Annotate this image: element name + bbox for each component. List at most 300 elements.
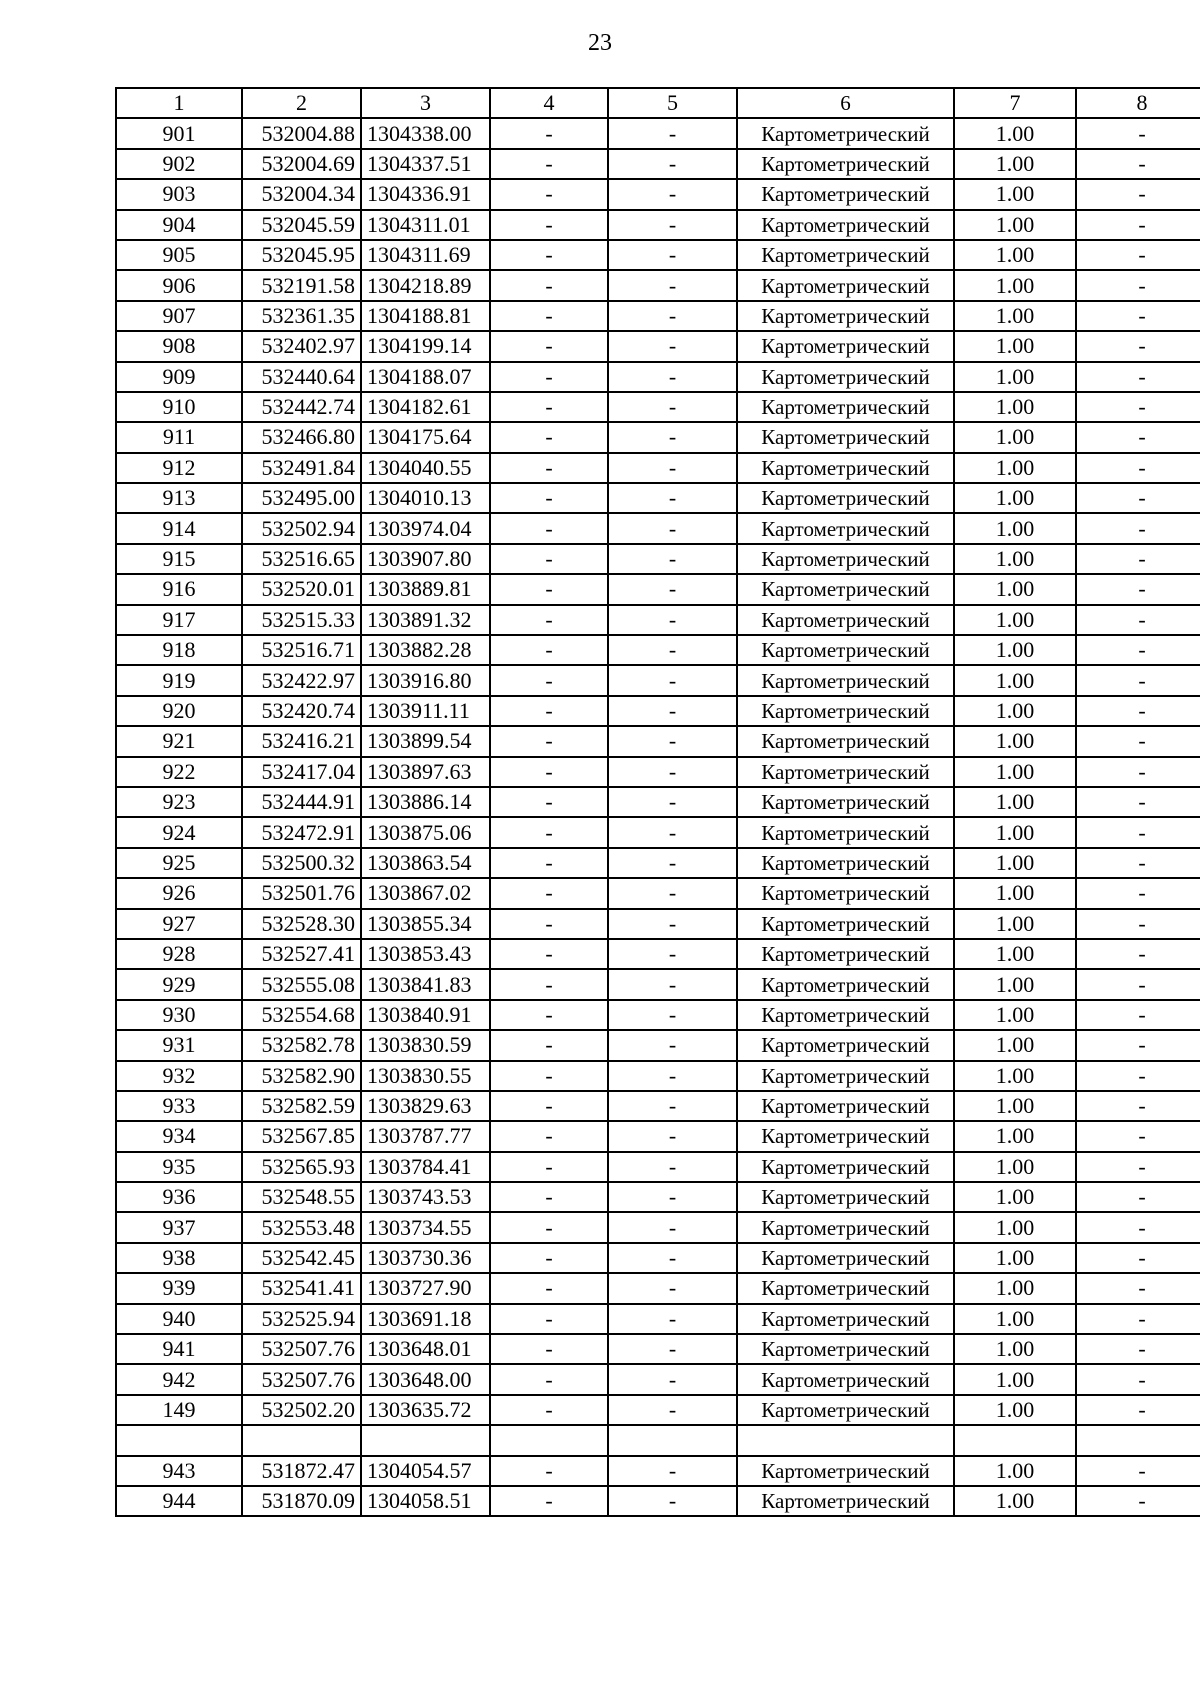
table-row	[116, 665, 1200, 695]
accuracy-cell: 1.00	[954, 1030, 1076, 1060]
method-cell: Картометрический	[737, 1212, 954, 1242]
column-8-cell: -	[1076, 1273, 1200, 1303]
x-coordinate-cell: 532422.97	[242, 665, 361, 695]
column-5-cell: -	[608, 1243, 737, 1273]
y-coordinate-cell: 1303784.41	[361, 1152, 490, 1182]
method-cell: Картометрический	[737, 544, 954, 574]
y-coordinate-cell: 1304199.14	[361, 331, 490, 361]
method-cell: Картометрический	[737, 757, 954, 787]
table-header-row	[116, 88, 1200, 118]
method-cell	[737, 1425, 954, 1455]
y-coordinate-cell: 1303974.04	[361, 513, 490, 543]
accuracy-cell: 1.00	[954, 878, 1076, 908]
table-row	[116, 1030, 1200, 1060]
table-row	[116, 544, 1200, 574]
x-coordinate-cell: 532554.68	[242, 1000, 361, 1030]
x-coordinate-cell: 532361.35	[242, 301, 361, 331]
accuracy-cell: 1.00	[954, 696, 1076, 726]
column-8-cell: -	[1076, 1182, 1200, 1212]
column-5-cell: -	[608, 817, 737, 847]
column-8-cell: -	[1076, 1243, 1200, 1273]
method-cell: Картометрический	[737, 787, 954, 817]
column-4-cell: -	[490, 1182, 608, 1212]
y-coordinate-cell: 1303648.01	[361, 1334, 490, 1364]
point-number-cell: 901	[116, 118, 242, 148]
x-coordinate-cell: 532500.32	[242, 848, 361, 878]
column-4-cell: -	[490, 1334, 608, 1364]
x-coordinate-cell: 532004.88	[242, 118, 361, 148]
column-4-cell: -	[490, 1243, 608, 1273]
x-coordinate-cell: 532582.59	[242, 1091, 361, 1121]
column-4-cell: -	[490, 1091, 608, 1121]
accuracy-cell: 1.00	[954, 392, 1076, 422]
y-coordinate-cell: 1303899.54	[361, 726, 490, 756]
column-5-cell: -	[608, 878, 737, 908]
point-number-cell: 923	[116, 787, 242, 817]
table-row	[116, 1182, 1200, 1212]
accuracy-cell: 1.00	[954, 909, 1076, 939]
y-coordinate-cell: 1303867.02	[361, 878, 490, 908]
y-coordinate-cell: 1304054.57	[361, 1456, 490, 1486]
column-8-cell: -	[1076, 1152, 1200, 1182]
column-header: 8	[1076, 88, 1200, 118]
point-number-cell: 915	[116, 544, 242, 574]
column-4-cell: -	[490, 331, 608, 361]
accuracy-cell: 1.00	[954, 1486, 1076, 1516]
point-number-cell: 928	[116, 939, 242, 969]
y-coordinate-cell: 1304040.55	[361, 453, 490, 483]
y-coordinate-cell: 1304337.51	[361, 149, 490, 179]
column-4-cell: -	[490, 878, 608, 908]
point-number-cell: 926	[116, 878, 242, 908]
x-coordinate-cell: 532553.48	[242, 1212, 361, 1242]
column-8-cell: -	[1076, 848, 1200, 878]
method-cell: Картометрический	[737, 1061, 954, 1091]
column-4-cell: -	[490, 240, 608, 270]
column-4-cell: -	[490, 513, 608, 543]
column-5-cell: -	[608, 757, 737, 787]
table-row	[116, 726, 1200, 756]
column-8-cell: -	[1076, 118, 1200, 148]
column-8-cell: -	[1076, 1456, 1200, 1486]
column-8-cell: -	[1076, 149, 1200, 179]
column-4-cell: -	[490, 118, 608, 148]
accuracy-cell: 1.00	[954, 1456, 1076, 1486]
table-row	[116, 1456, 1200, 1486]
y-coordinate-cell: 1303863.54	[361, 848, 490, 878]
point-number-cell: 931	[116, 1030, 242, 1060]
column-5-cell: -	[608, 1061, 737, 1091]
point-number-cell	[116, 1425, 242, 1455]
column-5-cell: -	[608, 240, 737, 270]
method-cell: Картометрический	[737, 270, 954, 300]
column-4-cell: -	[490, 909, 608, 939]
accuracy-cell: 1.00	[954, 1000, 1076, 1030]
x-coordinate-cell: 532542.45	[242, 1243, 361, 1273]
method-cell: Картометрический	[737, 817, 954, 847]
point-number-cell: 927	[116, 909, 242, 939]
column-4-cell: -	[490, 483, 608, 513]
column-5-cell: -	[608, 331, 737, 361]
point-number-cell: 902	[116, 149, 242, 179]
x-coordinate-cell: 532466.80	[242, 422, 361, 452]
column-4-cell: -	[490, 1030, 608, 1060]
method-cell: Картометрический	[737, 635, 954, 665]
column-4-cell: -	[490, 149, 608, 179]
y-coordinate-cell: 1304311.01	[361, 210, 490, 240]
column-8-cell: -	[1076, 301, 1200, 331]
method-cell: Картометрический	[737, 513, 954, 543]
accuracy-cell: 1.00	[954, 544, 1076, 574]
point-number-cell: 921	[116, 726, 242, 756]
method-cell: Картометрический	[737, 1243, 954, 1273]
point-number-cell: 937	[116, 1212, 242, 1242]
method-cell: Картометрический	[737, 149, 954, 179]
y-coordinate-cell: 1303840.91	[361, 1000, 490, 1030]
accuracy-cell: 1.00	[954, 1212, 1076, 1242]
column-4-cell: -	[490, 1456, 608, 1486]
table-row	[116, 149, 1200, 179]
y-coordinate-cell	[361, 1425, 490, 1455]
table-row	[116, 696, 1200, 726]
column-8-cell: -	[1076, 878, 1200, 908]
column-8-cell: -	[1076, 210, 1200, 240]
column-8-cell: -	[1076, 1061, 1200, 1091]
column-4-cell: -	[490, 1000, 608, 1030]
point-number-cell: 942	[116, 1364, 242, 1394]
method-cell: Картометрический	[737, 1030, 954, 1060]
column-8-cell: -	[1076, 909, 1200, 939]
method-cell: Картометрический	[737, 392, 954, 422]
column-8-cell: -	[1076, 605, 1200, 635]
y-coordinate-cell: 1303891.32	[361, 605, 490, 635]
point-number-cell: 909	[116, 362, 242, 392]
accuracy-cell: 1.00	[954, 574, 1076, 604]
column-4-cell: -	[490, 422, 608, 452]
x-coordinate-cell: 532567.85	[242, 1121, 361, 1151]
column-5-cell: -	[608, 118, 737, 148]
y-coordinate-cell: 1303886.14	[361, 787, 490, 817]
y-coordinate-cell: 1303829.63	[361, 1091, 490, 1121]
x-coordinate-cell: 532045.95	[242, 240, 361, 270]
point-number-cell: 930	[116, 1000, 242, 1030]
column-4-cell: -	[490, 726, 608, 756]
accuracy-cell: 1.00	[954, 483, 1076, 513]
accuracy-cell: 1.00	[954, 635, 1076, 665]
accuracy-cell: 1.00	[954, 118, 1076, 148]
y-coordinate-cell: 1303882.28	[361, 635, 490, 665]
column-8-cell: -	[1076, 1000, 1200, 1030]
x-coordinate-cell: 532582.78	[242, 1030, 361, 1060]
point-number-cell: 922	[116, 757, 242, 787]
table-row	[116, 1243, 1200, 1273]
y-coordinate-cell: 1303734.55	[361, 1212, 490, 1242]
column-4-cell: -	[490, 301, 608, 331]
x-coordinate-cell: 532502.20	[242, 1395, 361, 1425]
column-4-cell: -	[490, 696, 608, 726]
y-coordinate-cell: 1304188.81	[361, 301, 490, 331]
table-row	[116, 1334, 1200, 1364]
column-4-cell: -	[490, 1121, 608, 1151]
column-8-cell: -	[1076, 574, 1200, 604]
accuracy-cell: 1.00	[954, 969, 1076, 999]
point-number-cell: 919	[116, 665, 242, 695]
column-header: 7	[954, 88, 1076, 118]
column-8-cell: -	[1076, 240, 1200, 270]
x-coordinate-cell: 532501.76	[242, 878, 361, 908]
column-8-cell: -	[1076, 939, 1200, 969]
table-row	[116, 270, 1200, 300]
column-5-cell: -	[608, 696, 737, 726]
y-coordinate-cell: 1303730.36	[361, 1243, 490, 1273]
column-8-cell: -	[1076, 969, 1200, 999]
column-8-cell: -	[1076, 696, 1200, 726]
x-coordinate-cell: 532495.00	[242, 483, 361, 513]
table-row	[116, 787, 1200, 817]
column-8-cell: -	[1076, 392, 1200, 422]
column-8-cell: -	[1076, 1212, 1200, 1242]
y-coordinate-cell: 1304010.13	[361, 483, 490, 513]
point-number-cell: 935	[116, 1152, 242, 1182]
y-coordinate-cell: 1304188.07	[361, 362, 490, 392]
table-row	[116, 422, 1200, 452]
x-coordinate-cell: 532515.33	[242, 605, 361, 635]
method-cell: Картометрический	[737, 483, 954, 513]
x-coordinate-cell: 532440.64	[242, 362, 361, 392]
table-row	[116, 1425, 1200, 1455]
column-4-cell: -	[490, 392, 608, 422]
table-row	[116, 118, 1200, 148]
accuracy-cell: 1.00	[954, 848, 1076, 878]
table-row	[116, 1152, 1200, 1182]
column-4-cell: -	[490, 1486, 608, 1516]
column-4-cell: -	[490, 1061, 608, 1091]
column-8-cell: -	[1076, 453, 1200, 483]
column-5-cell: -	[608, 1334, 737, 1364]
table-row	[116, 848, 1200, 878]
column-5-cell: -	[608, 574, 737, 604]
y-coordinate-cell: 1303691.18	[361, 1304, 490, 1334]
x-coordinate-cell: 532565.93	[242, 1152, 361, 1182]
column-4-cell: -	[490, 1364, 608, 1394]
accuracy-cell: 1.00	[954, 605, 1076, 635]
y-coordinate-cell: 1304175.64	[361, 422, 490, 452]
y-coordinate-cell: 1303907.80	[361, 544, 490, 574]
accuracy-cell: 1.00	[954, 1061, 1076, 1091]
method-cell: Картометрический	[737, 240, 954, 270]
point-number-cell: 939	[116, 1273, 242, 1303]
table-row	[116, 210, 1200, 240]
column-8-cell: -	[1076, 726, 1200, 756]
column-5-cell: -	[608, 513, 737, 543]
method-cell: Картометрический	[737, 1334, 954, 1364]
method-cell: Картометрический	[737, 1000, 954, 1030]
method-cell: Картометрический	[737, 1273, 954, 1303]
column-header: 5	[608, 88, 737, 118]
column-5-cell	[608, 1425, 737, 1455]
column-5-cell: -	[608, 1091, 737, 1121]
point-number-cell: 149	[116, 1395, 242, 1425]
column-5-cell: -	[608, 1152, 737, 1182]
x-coordinate-cell: 532402.97	[242, 331, 361, 361]
table-row	[116, 817, 1200, 847]
table-row	[116, 1486, 1200, 1516]
point-number-cell: 940	[116, 1304, 242, 1334]
method-cell: Картометрический	[737, 362, 954, 392]
point-number-cell: 929	[116, 969, 242, 999]
table-row	[116, 635, 1200, 665]
column-8-cell: -	[1076, 544, 1200, 574]
accuracy-cell: 1.00	[954, 331, 1076, 361]
column-4-cell: -	[490, 574, 608, 604]
method-cell: Картометрический	[737, 665, 954, 695]
point-number-cell: 933	[116, 1091, 242, 1121]
page-number: 23	[588, 30, 612, 56]
point-number-cell: 908	[116, 331, 242, 361]
column-4-cell: -	[490, 665, 608, 695]
method-cell: Картометрический	[737, 726, 954, 756]
method-cell: Картометрический	[737, 969, 954, 999]
y-coordinate-cell: 1303889.81	[361, 574, 490, 604]
method-cell: Картометрический	[737, 696, 954, 726]
column-8-cell	[1076, 1425, 1200, 1455]
table-row	[116, 878, 1200, 908]
accuracy-cell: 1.00	[954, 1334, 1076, 1364]
point-number-cell: 906	[116, 270, 242, 300]
column-8-cell: -	[1076, 513, 1200, 543]
y-coordinate-cell: 1303727.90	[361, 1273, 490, 1303]
table-row	[116, 1061, 1200, 1091]
x-coordinate-cell: 532420.74	[242, 696, 361, 726]
column-5-cell: -	[608, 1395, 737, 1425]
column-header: 2	[242, 88, 361, 118]
accuracy-cell: 1.00	[954, 270, 1076, 300]
accuracy-cell: 1.00	[954, 453, 1076, 483]
column-5-cell: -	[608, 969, 737, 999]
table-row	[116, 453, 1200, 483]
column-4-cell: -	[490, 605, 608, 635]
y-coordinate-cell: 1303897.63	[361, 757, 490, 787]
accuracy-cell: 1.00	[954, 1304, 1076, 1334]
column-5-cell: -	[608, 1456, 737, 1486]
point-number-cell: 911	[116, 422, 242, 452]
point-number-cell: 917	[116, 605, 242, 635]
x-coordinate-cell: 532516.65	[242, 544, 361, 574]
accuracy-cell: 1.00	[954, 1364, 1076, 1394]
column-5-cell: -	[608, 605, 737, 635]
column-8-cell: -	[1076, 1395, 1200, 1425]
column-8-cell: -	[1076, 422, 1200, 452]
x-coordinate-cell: 532004.69	[242, 149, 361, 179]
accuracy-cell: 1.00	[954, 422, 1076, 452]
column-4-cell: -	[490, 757, 608, 787]
accuracy-cell: 1.00	[954, 1273, 1076, 1303]
y-coordinate-cell: 1304338.00	[361, 118, 490, 148]
x-coordinate-cell: 532502.94	[242, 513, 361, 543]
point-number-cell: 903	[116, 179, 242, 209]
column-5-cell: -	[608, 270, 737, 300]
column-8-cell: -	[1076, 362, 1200, 392]
column-8-cell: -	[1076, 1030, 1200, 1060]
method-cell: Картометрический	[737, 605, 954, 635]
x-coordinate-cell: 532004.34	[242, 179, 361, 209]
x-coordinate-cell: 532507.76	[242, 1334, 361, 1364]
point-number-cell: 904	[116, 210, 242, 240]
x-coordinate-cell: 532582.90	[242, 1061, 361, 1091]
method-cell: Картометрический	[737, 1395, 954, 1425]
y-coordinate-cell: 1304336.91	[361, 179, 490, 209]
method-cell: Картометрический	[737, 574, 954, 604]
accuracy-cell: 1.00	[954, 665, 1076, 695]
column-4-cell: -	[490, 635, 608, 665]
column-header: 1	[116, 88, 242, 118]
column-8-cell: -	[1076, 483, 1200, 513]
point-number-cell: 944	[116, 1486, 242, 1516]
y-coordinate-cell: 1304311.69	[361, 240, 490, 270]
column-header: 4	[490, 88, 608, 118]
column-8-cell: -	[1076, 1364, 1200, 1394]
column-4-cell: -	[490, 362, 608, 392]
column-4-cell: -	[490, 544, 608, 574]
column-4-cell: -	[490, 210, 608, 240]
method-cell: Картометрический	[737, 118, 954, 148]
column-5-cell: -	[608, 909, 737, 939]
x-coordinate-cell	[242, 1425, 361, 1455]
table-row	[116, 1364, 1200, 1394]
column-8-cell: -	[1076, 757, 1200, 787]
accuracy-cell: 1.00	[954, 1121, 1076, 1151]
column-8-cell: -	[1076, 787, 1200, 817]
method-cell: Картометрический	[737, 422, 954, 452]
column-8-cell: -	[1076, 1091, 1200, 1121]
method-cell: Картометрический	[737, 1121, 954, 1151]
column-4-cell: -	[490, 270, 608, 300]
x-coordinate-cell: 532548.55	[242, 1182, 361, 1212]
x-coordinate-cell: 532528.30	[242, 909, 361, 939]
table-row	[116, 1000, 1200, 1030]
table-row	[116, 939, 1200, 969]
accuracy-cell: 1.00	[954, 362, 1076, 392]
accuracy-cell: 1.00	[954, 210, 1076, 240]
table-row	[116, 1304, 1200, 1334]
y-coordinate-cell: 1303855.34	[361, 909, 490, 939]
table-row	[116, 179, 1200, 209]
column-5-cell: -	[608, 179, 737, 209]
method-cell: Картометрический	[737, 1364, 954, 1394]
column-5-cell: -	[608, 726, 737, 756]
column-5-cell: -	[608, 483, 737, 513]
column-8-cell: -	[1076, 817, 1200, 847]
y-coordinate-cell: 1303875.06	[361, 817, 490, 847]
x-coordinate-cell: 532525.94	[242, 1304, 361, 1334]
x-coordinate-cell: 532045.59	[242, 210, 361, 240]
table-row	[116, 757, 1200, 787]
table-row	[116, 1273, 1200, 1303]
point-number-cell: 924	[116, 817, 242, 847]
column-5-cell: -	[608, 301, 737, 331]
column-5-cell: -	[608, 635, 737, 665]
column-5-cell: -	[608, 1121, 737, 1151]
column-5-cell: -	[608, 848, 737, 878]
column-header: 3	[361, 88, 490, 118]
point-number-cell: 943	[116, 1456, 242, 1486]
y-coordinate-cell: 1303635.72	[361, 1395, 490, 1425]
x-coordinate-cell: 532520.01	[242, 574, 361, 604]
accuracy-cell: 1.00	[954, 817, 1076, 847]
column-4-cell: -	[490, 939, 608, 969]
accuracy-cell: 1.00	[954, 787, 1076, 817]
column-4-cell: -	[490, 848, 608, 878]
